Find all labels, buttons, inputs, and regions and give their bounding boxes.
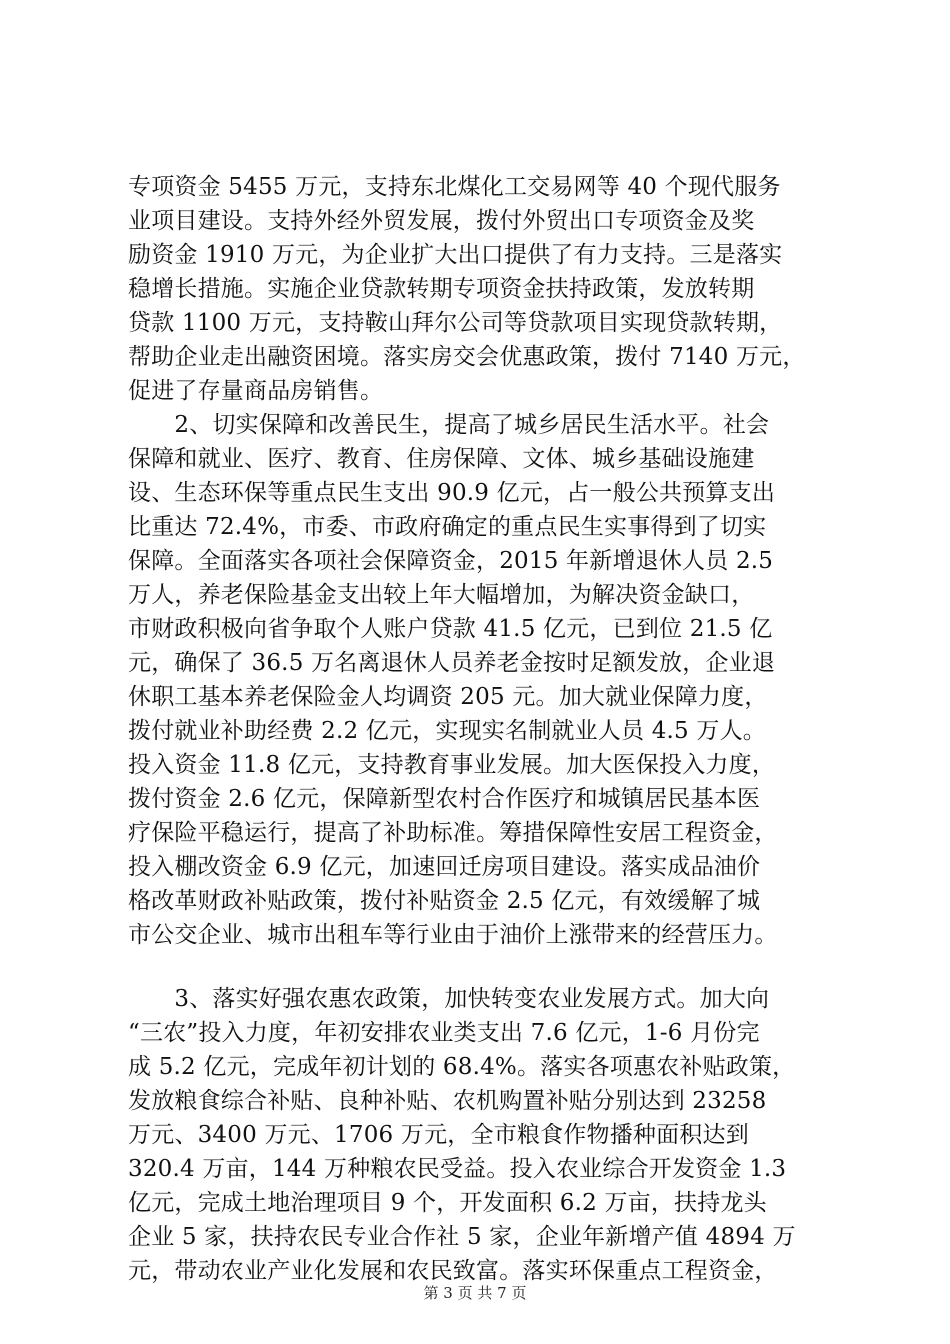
text-line: 市财政积极向省争取个人账户贷款 41.5 亿元，已到位 21.5 亿 (128, 616, 773, 642)
text-line: 休职工基本养老保险金人均调资 205 元。加大就业保障力度， (128, 684, 768, 710)
text-line: 贷款 1100 万元，支持鞍山拜尔公司等贷款项目实现贷款转期， (128, 310, 783, 336)
text-line: 格改革财政补贴政策，拨付补贴资金 2.5 亿元，有效缓解了城 (128, 888, 761, 914)
paragraph-start-line: 3、落实好强农惠农政策，加快转变农业发展方式。加大向 (128, 986, 770, 1012)
text-line: 业项目建设。支持外经外贸发展，拨付外贸出口专项资金及奖 (128, 208, 755, 234)
text-line: 万元、3400 万元、1706 万元，全市粮食作物播种面积达到 (128, 1122, 749, 1148)
text-line: 亿元，完成土地治理项目 9 个，开发面积 6.2 万亩，扶持龙头 (128, 1190, 767, 1216)
text-line: 市公交企业、城市出租车等行业由于油价上涨带来的经营压力。 (128, 922, 778, 948)
text-line: “三农”投入力度，年初安排农业类支出 7.6 亿元，1-6 月份完 (128, 1020, 760, 1046)
text-line: 320.4 万亩，144 万种粮农民受益。投入农业综合开发资金 1.3 (128, 1156, 787, 1182)
text-line: 拨付资金 2.6 亿元，保障新型农村合作医疗和城镇居民基本医 (128, 786, 761, 812)
page-number-footer: 第 3 页 共 7 页 (423, 1284, 527, 1302)
text-line: 专项资金 5455 万元，支持东北煤化工交易网等 40 个现代服务 (128, 174, 781, 200)
text-line: 设、生态环保等重点民生支出 90.9 亿元，占一般公共预算支出 (128, 480, 776, 506)
text-line: 投入资金 11.8 亿元，支持教育事业发展。加大医保投入力度， (128, 752, 776, 778)
text-line: 比重达 72.4%，市委、市政府确定的重点民生实事得到了切实 (128, 514, 767, 540)
text-line: 成 5.2 亿元，完成年初计划的 68.4%。落实各项惠农补贴政策， (128, 1054, 796, 1080)
paragraph-start-line: 2、切实保障和改善民生，提高了城乡居民生活水平。社会 (128, 412, 770, 438)
text-line: 促进了存量商品房销售。 (128, 378, 384, 404)
text-line: 保障和就业、医疗、教育、住房保障、文体、城乡基础设施建 (128, 446, 755, 472)
text-line: 励资金 1910 万元，为企业扩大出口提供了有力支持。三是落实 (128, 242, 783, 268)
text-line: 元，带动农业产业化发展和农民致富。落实环保重点工程资金， (128, 1258, 778, 1284)
text-line: 拨付就业补助经费 2.2 亿元，实现实名制就业人员 4.5 万人。 (128, 718, 766, 744)
text-line: 保障。全面落实各项社会保障资金，2015 年新增退休人员 2.5 (128, 548, 774, 574)
text-line: 发放粮食综合补贴、良种补贴、农机购置补贴分别达到 23258 (128, 1088, 767, 1114)
text-line: 疗保险平稳运行，提高了补助标准。筹措保障性安居工程资金， (128, 820, 778, 846)
text-line: 投入棚改资金 6.9 亿元，加速回迁房项目建设。落实成品油价 (128, 854, 761, 880)
text-line: 万人，养老保险基金支出较上年大幅增加，为解决资金缺口， (128, 582, 755, 608)
text-line: 稳增长措施。实施企业贷款转期专项资金扶持政策，发放转期 (128, 276, 755, 302)
text-line: 元，确保了 36.5 万名离退休人员养老金按时足额发放，企业退 (128, 650, 776, 676)
text-line: 企业 5 家，扶持农民专业合作社 5 家，企业年新增产值 4894 万 (128, 1224, 796, 1250)
text-line: 帮助企业走出融资困境。落实房交会优惠政策，拨付 7140 万元， (128, 344, 806, 370)
